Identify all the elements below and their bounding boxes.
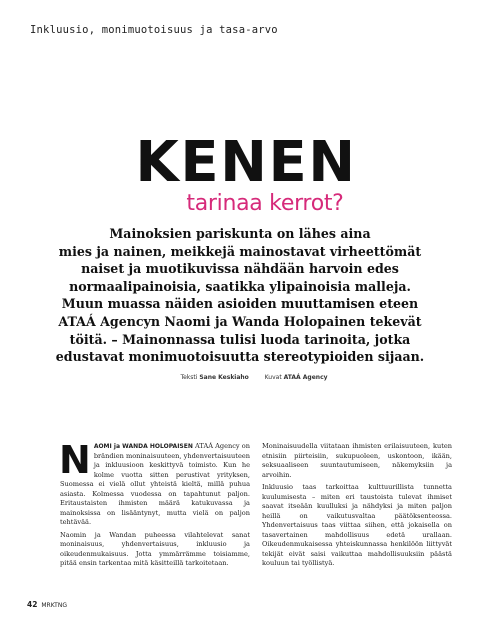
body-paragraph <box>59 438 250 528</box>
subhead: tarinaa kerrot? <box>186 191 344 216</box>
byline <box>0 374 480 381</box>
lede-line: edustavat monimuotoisuutta stereotypioiden sijaan. <box>55 349 425 365</box>
lead-in: AOMI ja WANDA HOLOPAISEN <box>93 443 193 450</box>
body-column-left <box>59 438 250 569</box>
text-credit-author: Sane Keskiaho <box>199 374 249 381</box>
photo-credit-author: ATAÁ Agency <box>283 374 328 381</box>
drop-cap: N <box>59 438 91 482</box>
section-label: Inkluusio, monimuotoisuus ja tasa-arvo <box>30 24 278 36</box>
body-column-right <box>262 442 452 569</box>
lede-paragraph <box>30 225 450 366</box>
lede-line: töitä. – Mainonnassa tulisi luoda tarinoita, jotka <box>69 331 411 347</box>
body-paragraph: Inkluusio taas tarkoittaa kulttuurillista tunnetta kuulumisesta – miten eri taustoista tulevat ihmiset saavat itseään kuulluksi ja nähdyksi ja miten paljon heillä on vaikutusvaltaa päätöksenteossa. Yhdenvertaisuus taas viittaa siihen, että jokaisella on tasavertainen mahdollisuus edetä urallaan. Oikeudenmukaisessa yhteiskunnassa henkilöön liittyvät tekijät eivät saisi vaikuttaa mahdollisuuksiin päästä kouluun tai työllistyä. <box>262 483 452 567</box>
page-number: 42 <box>27 600 38 609</box>
lede-line: Muun muassa näiden asioiden muuttamisen eteen <box>61 296 419 312</box>
body-text: ATAÁ Agency on brändien moninaisuuteen, yhdenvertaisuuteen ja inkluusioon keskittyvä toimisto. Kun he kolme vuotta sitten perustivat yrityksen, Suomessa ei vielä ollut yhteistä kieltä, millä puhua asiasta. Kolmessa vuodessa on tapahtunut paljon. Eritaustaisten ihmisten määrä katukuvassa ja mainoksissa on lisääntynyt, mutta vielä on paljon tehtävää. <box>60 442 250 526</box>
lede-line: ATAÁ Agencyn Naomi ja Wanda Holopainen tekevät <box>58 313 422 329</box>
page-footer <box>27 600 67 609</box>
headline: KENEN <box>135 130 357 195</box>
lede-line: mies ja nainen, meikkejä mainostavat virheettömät <box>58 243 422 259</box>
photo-credit-label: Kuvat <box>264 374 282 381</box>
body-paragraph: Naomin ja Wandan puheessa vilahtelevat sanat moninaisuus, yhdenvertaisuus, inkluusio ja oikeudenmukaisuus. Jotta ymmärrämme toisiamme, pitää ensin tarkentaa mitä käsitteillä tarkoitetaan. <box>60 530 250 567</box>
body-paragraph: Moninaisuudella viitataan ihmisten erilaisuuteen, kuten etnisiin piirteisiin, sukupuoleen, uskontoon, ikään, seksuaaliseen suuntautumiseen, näkemyksiin ja arvoihin. <box>262 442 452 479</box>
lede-line: Mainoksien pariskunta on lähes aina <box>109 226 371 241</box>
lede-line: naiset ja muotikuvissa nähdään harvoin edes <box>81 261 399 277</box>
lede-line: normaalipainoisia, saatikka ylipainoisia malleja. <box>69 278 411 294</box>
text-credit-label: Teksti <box>180 374 198 381</box>
publication-name: MRKTNG <box>41 602 67 609</box>
